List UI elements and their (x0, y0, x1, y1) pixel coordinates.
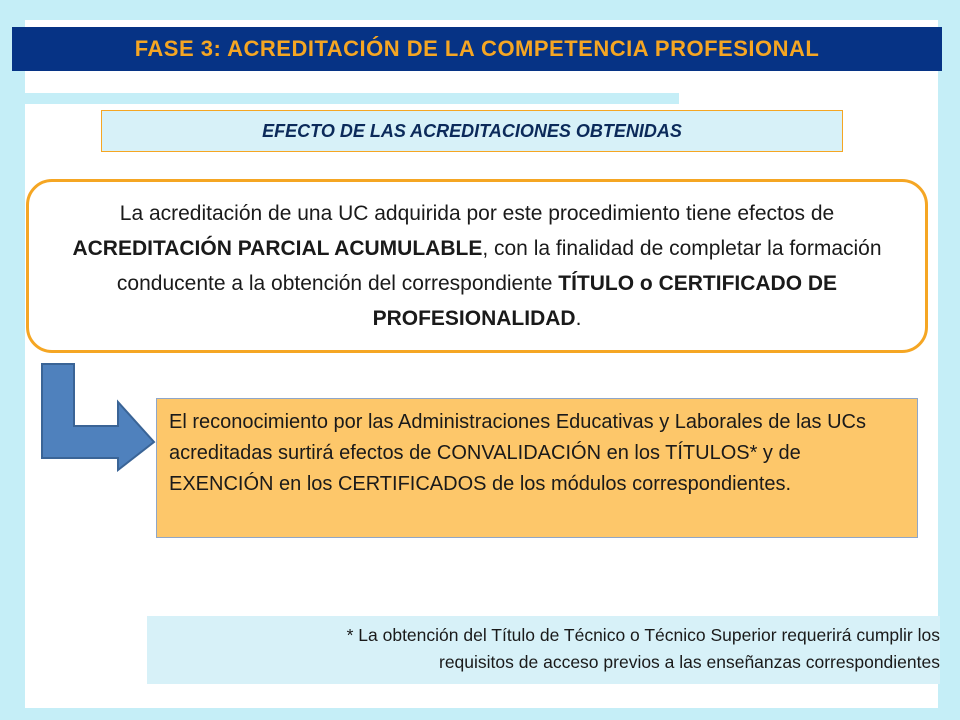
divider-bar (25, 93, 679, 104)
recognition-box (156, 398, 918, 538)
main-bold-part-2: TÍTULO o CERTIFICADO DE PROFESIONALIDAD (372, 272, 838, 330)
accreditation-effect-text (57, 196, 897, 336)
footnote-line-2: requisitos de acceso previos a las enseñanzas correspondientes (439, 652, 940, 672)
recognition-text: El reconocimiento por las Administraciones Educativas y Laborales de las UCs acreditadas surtirá efectos de CONVALIDACIÓN en los TÍTULOS* y de EXENCIÓN en los CERTIFICADOS de los módulos correspondientes. (169, 411, 867, 495)
page-title-text: FASE 3: ACREDITACIÓN DE LA COMPETENCIA PROFESIONAL (134, 36, 820, 61)
footnote-line-1: * La obtención del Título de Técnico o Técnico Superior requerirá cumplir los (346, 625, 940, 645)
main-text-part-2: , con la finalidad de completar la formación conducente a la obtención del correspondiente (116, 237, 882, 295)
main-bold-part-1: ACREDITACIÓN PARCIAL ACUMULABLE (72, 237, 483, 260)
section-title (101, 110, 843, 152)
main-text-part-1: La acreditación de una UC adquirida por este procedimiento tiene efectos de (119, 202, 835, 225)
section-title-text: EFECTO DE LAS ACREDITACIONES OBTENIDAS (262, 120, 682, 141)
page-title (12, 27, 942, 71)
main-text-part-3: . (575, 307, 582, 330)
footnote-box (147, 616, 940, 684)
accreditation-effect-box (26, 179, 928, 353)
bent-arrow-right-icon (40, 362, 156, 472)
